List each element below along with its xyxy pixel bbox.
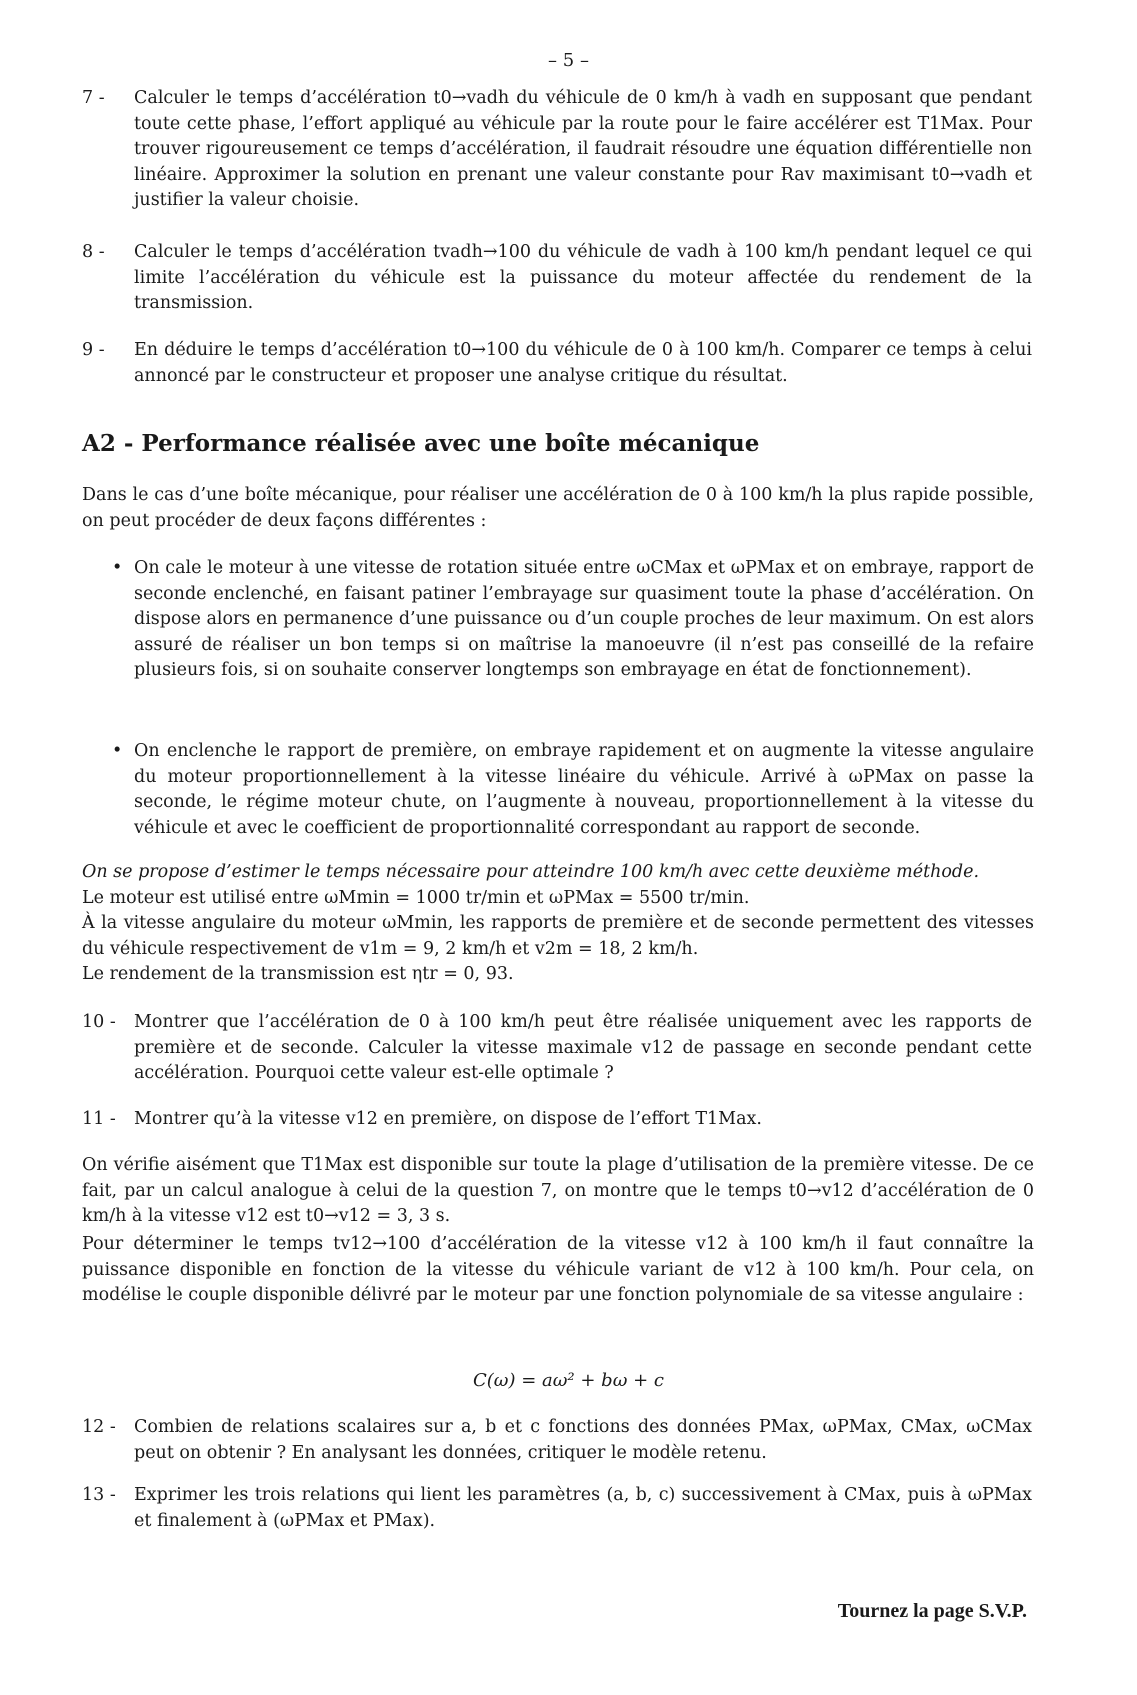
bullet-text: On enclenche le rapport de première, on embraye rapidement et on augmente la vitesse angulaire du moteur proportionnellement à la vitesse linéaire du véhicule. Arrivé à ωPMax on passe la seconde, le régime moteur chute, on l’augmente à nouveau, proportionnellement à la vitesse du véhicule et avec le coefficient de proportionnalité correspondant au rapport de seconde. bbox=[134, 741, 1034, 838]
equation: C(ω) = aω² + bω + c bbox=[473, 1370, 664, 1391]
bullet-icon: • bbox=[112, 741, 123, 761]
intro-paragraph: Dans le cas d’une boîte mécanique, pour réaliser une accélération de 0 à 100 km/h la plus rapide possible, on peut procéder de deux façons différentes : bbox=[82, 485, 1034, 531]
bullet-text: On cale le moteur à une vitesse de rotation située entre ωCMax et ωPMax et on embraye, rapport de seconde enclenché, en faisant patiner l’embrayage sur quasiment toute la phase d’accélération. On dispose alors en permanence d’une puissance ou d’un couple proches de leur maximum. On est alors assuré de réaliser un bon temps si on maîtrise la manoeuvre (il n’est pas conseillé de la refaire plusieurs fois, si on souhaite conserver longtemps son embrayage en état de fonctionnement). bbox=[134, 558, 1034, 680]
question-text: Calculer le temps d’accélération t0→vadh du véhicule de 0 km/h à vadh en supposant que pendant toute cette phase, l’effort appliqué au véhicule par la route pour le faire accélérer est T1Max. Pour trouver rigoureusement ce temps d’accélération, il faudrait résoudre une équation différentielle non linéaire. Approximer la solution en prenant une valeur constante pour Rav maximisant t0→vadh et justifier la valeur choisie. bbox=[134, 88, 1032, 210]
question-text: Exprimer les trois relations qui lient les paramètres (a, b, c) successivement à CMax, puis à ωPMax et finalement à (ωPMax et PMax). bbox=[134, 1485, 1032, 1531]
question-10 bbox=[82, 1010, 1032, 1087]
question-text: Montrer qu’à la vitesse v12 en première, on dispose de l’effort T1Max. bbox=[134, 1109, 762, 1129]
question-7 bbox=[82, 86, 1032, 214]
footer-turn-page: Tournez la page S.V.P. bbox=[837, 1600, 1027, 1622]
context-line: Le rendement de la transmission est ηtr = 0, 93. bbox=[82, 964, 514, 984]
context-line: On se propose d’estimer le temps nécessaire pour atteindre 100 km/h avec cette deuxième méthode. bbox=[82, 862, 980, 882]
question-number: 7 - bbox=[82, 88, 105, 108]
context-line: Le moteur est utilisé entre ωMmin = 1000 tr/min et ωPMax = 5500 tr/min. bbox=[82, 887, 750, 908]
question-number: 12 - bbox=[82, 1417, 116, 1437]
question-text: Calculer le temps d’accélération tvadh→100 du véhicule de vadh à 100 km/h pendant lequel ce qui limite l’accélération du véhicule est la puissance du moteur affectée du rendement de la transmission. bbox=[134, 242, 1032, 313]
bullet-item-1 bbox=[112, 556, 1034, 684]
question-text: Montrer que l’accélération de 0 à 100 km/h peut être réalisée uniquement avec les rapports de première et de seconde. Calculer la vitesse maximale v12 de passage en seconde pendant cette accélération. Pourquoi cette valeur est-elle optimale ? bbox=[134, 1012, 1032, 1083]
question-11 bbox=[82, 1107, 1032, 1133]
bullet-icon: • bbox=[112, 558, 123, 578]
question-9 bbox=[82, 338, 1032, 389]
page-number: – 5 – bbox=[548, 50, 589, 71]
question-text: En déduire le temps d’accélération t0→100 du véhicule de 0 à 100 km/h. Comparer ce temps à celui annoncé par le constructeur et proposer une analyse critique du résultat. bbox=[134, 340, 1032, 386]
question-text: Combien de relations scalaires sur a, b et c fonctions des données PMax, ωPMax, CMax, ωCMax peut on obtenir ? En analysant les données, critiquer le modèle retenu. bbox=[134, 1417, 1032, 1463]
bullet-item-2 bbox=[112, 739, 1034, 841]
context-line: À la vitesse angulaire du moteur ωMmin, les rapports de première et de seconde permettent des vitesses du véhicule respectivement de v1m = 9, 2 km/h et v2m = 18, 2 km/h. bbox=[82, 913, 1034, 959]
question-13 bbox=[82, 1483, 1032, 1534]
paragraph-model: Pour déterminer le temps tv12→100 d’accélération de la vitesse v12 à 100 km/h il faut connaître la puissance disponible en fonction de la vitesse du véhicule variant de v12 à 100 km/h. Pour cela, on modélise le couple disponible délivré par le moteur par une fonction polynomiale de sa vitesse angulaire : bbox=[82, 1234, 1034, 1305]
question-12 bbox=[82, 1415, 1032, 1466]
question-number: 8 - bbox=[82, 242, 105, 262]
question-8 bbox=[82, 240, 1032, 317]
context-block bbox=[82, 860, 1034, 988]
question-number: 11 - bbox=[82, 1109, 116, 1129]
question-number: 9 - bbox=[82, 340, 105, 360]
question-number: 10 - bbox=[82, 1012, 116, 1032]
question-number: 13 - bbox=[82, 1485, 116, 1505]
section-title: A2 - Performance réalisée avec une boîte mécanique bbox=[82, 430, 760, 457]
paragraph-t1max: On vérifie aisément que T1Max est disponible sur toute la plage d’utilisation de la première vitesse. De ce fait, par un calcul analogue à celui de la question 7, on montre que le temps t0→v12 d’accélération de 0 km/h à la vitesse v12 est t0→v12 = 3, 3 s. bbox=[82, 1155, 1034, 1226]
